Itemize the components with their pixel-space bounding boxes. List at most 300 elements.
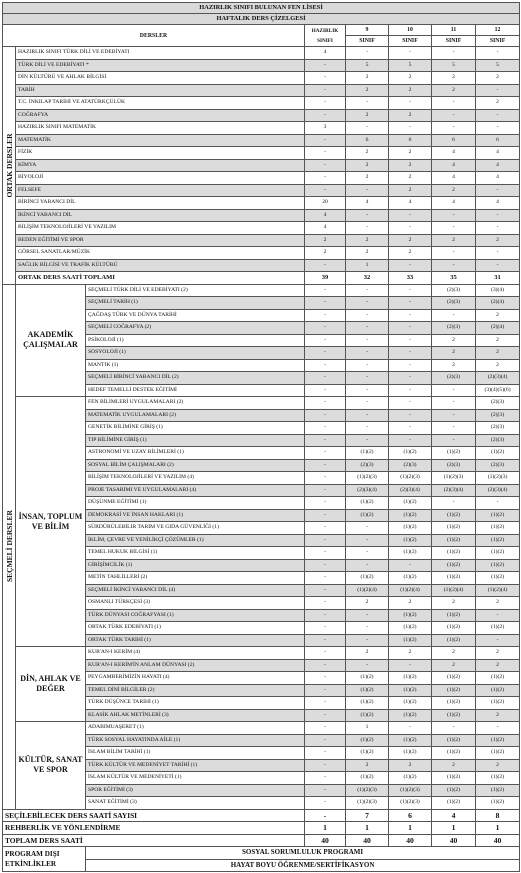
hours-cell: -: [389, 422, 432, 435]
table-row: [3, 184, 520, 197]
table-row: [3, 247, 520, 260]
hours-cell: 2: [432, 359, 476, 372]
hours-cell: -: [346, 284, 389, 297]
hours-cell: -: [305, 497, 346, 510]
course-name: MANTIK (1): [86, 359, 305, 372]
hours-cell: -: [346, 609, 389, 622]
hours-cell: (2)(3): [389, 459, 432, 472]
hours-cell: 4: [476, 172, 520, 185]
program-label: PROGRAM DIŞI ETKİNLİKLER: [3, 847, 86, 872]
hours-cell: (1)(2): [389, 572, 432, 585]
hours-cell: -: [346, 97, 389, 110]
hours-cell: 2: [432, 659, 476, 672]
school-title: HAZIRLIK SINIFI BULUNAN FEN LİSESİ: [3, 3, 520, 14]
summary-cell: 6: [389, 809, 432, 822]
hours-cell: (3)(4)(5)(6): [476, 384, 520, 397]
hours-cell: -: [432, 422, 476, 435]
course-name: FEN BİLİMLERİ UYGULAMALARI (2): [86, 397, 305, 410]
course-name: ORTAK TÜRK EDEBİYATI (1): [86, 622, 305, 635]
elective-group-label: AKADEMİK ÇALIŞMALAR: [16, 284, 86, 397]
hours-cell: -: [305, 484, 346, 497]
hours-cell: 2: [346, 109, 389, 122]
hours-cell: -: [389, 47, 432, 60]
hours-cell: -: [476, 722, 520, 735]
table-row: [3, 122, 520, 135]
hours-cell: (1)(2): [389, 747, 432, 760]
hours-cell: (1)(2): [432, 509, 476, 522]
hours-cell: 2: [346, 759, 389, 772]
hours-cell: -: [346, 547, 389, 560]
course-name: ADABIMUAŞERET (1): [86, 722, 305, 735]
course-name: SEÇMELİ İKİNCİ YABANCI DİL (4): [86, 584, 305, 597]
hours-cell: -: [305, 772, 346, 785]
summary-cell: 8: [476, 809, 520, 822]
hours-cell: (1)(2)(4): [346, 584, 389, 597]
hours-cell: (1)(2): [476, 684, 520, 697]
hours-cell: (1)(2): [432, 609, 476, 622]
hours-cell: 6: [476, 134, 520, 147]
course-name: BİYOLOJİ: [16, 172, 305, 185]
hours-cell: 4: [305, 209, 346, 222]
table-row: [3, 72, 520, 85]
summary-cell: 40: [346, 834, 389, 847]
hours-cell: -: [346, 359, 389, 372]
hours-cell: -: [305, 172, 346, 185]
hours-cell: 2: [305, 247, 346, 260]
course-name: SEÇMELİ COĞRAFYA (2): [86, 322, 305, 335]
course-name: SPOR EĞİTİMİ (3): [86, 784, 305, 797]
hours-cell: (2)(3)(4): [346, 484, 389, 497]
hours-cell: -: [305, 684, 346, 697]
hours-cell: -: [305, 134, 346, 147]
course-name: TÜRK DÜŞÜNCE TARİHİ (1): [86, 697, 305, 710]
hours-cell: 2: [389, 597, 432, 610]
hours-cell: (1)(2)(4): [432, 584, 476, 597]
hours-cell: 2: [432, 759, 476, 772]
hours-cell: -: [305, 384, 346, 397]
hours-cell: 2: [389, 84, 432, 97]
table-row: [3, 47, 520, 60]
hours-cell: (2)(3)(4): [389, 484, 432, 497]
summary-cell: 1: [346, 822, 389, 835]
table-row: [3, 97, 520, 110]
hours-cell: -: [305, 322, 346, 335]
hours-cell: -: [346, 559, 389, 572]
hours-cell: -: [389, 722, 432, 735]
hours-cell: 2: [432, 84, 476, 97]
total-cell: 31: [476, 272, 520, 285]
hours-cell: -: [389, 409, 432, 422]
common-courses-label: ORTAK DERSLER: [3, 47, 16, 285]
hours-cell: -: [432, 109, 476, 122]
hours-cell: -: [432, 97, 476, 110]
hours-cell: (1)(2): [389, 509, 432, 522]
course-name: KİMYA: [16, 159, 305, 172]
course-name: COĞRAFYA: [16, 109, 305, 122]
hours-cell: -: [305, 734, 346, 747]
course-name: KUR'AN-I KERİM'İN ANLAM DÜNYASI (2): [86, 659, 305, 672]
hours-cell: -: [305, 284, 346, 297]
hours-cell: -: [305, 434, 346, 447]
hours-cell: -: [389, 284, 432, 297]
hours-cell: (1)(2)(3): [389, 797, 432, 810]
hours-cell: -: [305, 534, 346, 547]
hours-cell: 2: [476, 334, 520, 347]
hours-cell: (1)(2): [476, 447, 520, 460]
hours-cell: (1)(2): [389, 697, 432, 710]
hours-cell: (1)(2): [389, 534, 432, 547]
summary-cell: 1: [476, 822, 520, 835]
hours-cell: (1)(2): [346, 672, 389, 685]
hours-cell: -: [305, 797, 346, 810]
hours-cell: -: [346, 222, 389, 235]
hours-cell: -: [389, 434, 432, 447]
hours-cell: 4: [476, 159, 520, 172]
hours-cell: -: [389, 322, 432, 335]
hours-cell: (1)(2): [432, 709, 476, 722]
hours-cell: 2: [389, 72, 432, 85]
course-name: SANAT EĞİTİMİ (3): [86, 797, 305, 810]
hours-cell: -: [432, 247, 476, 260]
hours-cell: 2: [389, 109, 432, 122]
table-row: [3, 172, 520, 185]
hours-cell: -: [346, 409, 389, 422]
summary-cell: 1: [432, 822, 476, 835]
summary-label: REHBERLİK VE YÖNLENDİRME: [3, 822, 305, 835]
hours-cell: -: [305, 634, 346, 647]
hours-cell: -: [476, 209, 520, 222]
summary-cell: 40: [476, 834, 520, 847]
hours-cell: 4: [305, 222, 346, 235]
hours-cell: 3: [305, 122, 346, 135]
hours-cell: (1)(2): [476, 772, 520, 785]
hours-cell: -: [389, 397, 432, 410]
program-item: HAYAT BOYU ÖĞRENME/SERTİFİKASYON: [86, 859, 520, 872]
hours-cell: (1)(2): [346, 697, 389, 710]
course-name: PSİKOLOJİ (1): [86, 334, 305, 347]
grade-unit-label: SINIF: [389, 36, 432, 47]
hours-cell: 2: [305, 234, 346, 247]
hours-cell: -: [346, 434, 389, 447]
hours-cell: 2: [476, 709, 520, 722]
hours-cell: -: [389, 209, 432, 222]
grade-9-header: 9: [346, 25, 389, 36]
hours-cell: -: [346, 184, 389, 197]
summary-label: SEÇİLEBİLECEK DERS SAATİ SAYISI: [3, 809, 305, 822]
course-name: PROJE TASARIMI VE UYGULAMALARI (4): [86, 484, 305, 497]
hours-cell: (1)(2)(3): [346, 784, 389, 797]
courses-header: DERSLER: [3, 25, 305, 47]
hours-cell: (2)(3): [432, 284, 476, 297]
hours-cell: -: [476, 122, 520, 135]
hours-cell: -: [432, 384, 476, 397]
summary-label: TOPLAM DERS SAATİ: [3, 834, 305, 847]
hours-cell: -: [305, 547, 346, 560]
summary-cell: 40: [305, 834, 346, 847]
course-name: TARİH: [16, 84, 305, 97]
course-name: HEDEF TEMELLİ DESTEK EĞİTİMİ: [86, 384, 305, 397]
summary-cell: 1: [389, 822, 432, 835]
hours-cell: -: [476, 609, 520, 622]
hours-cell: -: [389, 334, 432, 347]
hours-cell: (2)(3): [432, 297, 476, 310]
course-name: PEYGAMBERİMİZİN HAYATI (4): [86, 672, 305, 685]
hours-cell: 1: [346, 259, 389, 272]
course-name: İSLAM KÜLTÜR VE MEDENİYETİ (1): [86, 772, 305, 785]
hours-cell: (1)(2): [432, 772, 476, 785]
hours-cell: 2: [476, 359, 520, 372]
hours-cell: 2: [476, 72, 520, 85]
hours-cell: (1)(2): [432, 634, 476, 647]
hours-cell: 6: [432, 134, 476, 147]
hours-cell: (2)(4): [476, 297, 520, 310]
hours-cell: (1)(2): [389, 447, 432, 460]
hours-cell: -: [305, 447, 346, 460]
table-row: [3, 397, 520, 410]
hours-cell: 2: [346, 234, 389, 247]
hours-cell: -: [389, 659, 432, 672]
hours-cell: (1)(2): [346, 497, 389, 510]
hours-cell: -: [389, 97, 432, 110]
course-name: FİZİK: [16, 147, 305, 160]
total-cell: 39: [305, 272, 346, 285]
summary-cell: -: [305, 809, 346, 822]
hours-cell: (1)(2): [389, 734, 432, 747]
course-name: BİRİNCİ YABANCI DİL: [16, 197, 305, 210]
hours-cell: -: [432, 259, 476, 272]
hours-cell: (1)(2)(3): [476, 472, 520, 485]
hours-cell: -: [305, 184, 346, 197]
hours-cell: -: [305, 109, 346, 122]
hours-cell: -: [305, 297, 346, 310]
hours-cell: -: [305, 84, 346, 97]
hours-cell: (1)(2)(3): [346, 797, 389, 810]
course-name: BİLİŞİM TEKNOLOJİLERİ VE YAZILIM (4): [86, 472, 305, 485]
elective-group-label: KÜLTÜR, SANAT VE SPOR: [16, 722, 86, 810]
hours-cell: -: [389, 309, 432, 322]
table-row: [3, 84, 520, 97]
hours-cell: -: [305, 259, 346, 272]
hours-cell: 2: [432, 234, 476, 247]
course-name: BİLİŞİM TEKNOLOJİLERİ VE YAZILIM: [16, 222, 305, 235]
course-name: ASTRONOMİ VE UZAY BİLİMLERİ (1): [86, 447, 305, 460]
hours-cell: -: [346, 384, 389, 397]
hours-cell: -: [389, 297, 432, 310]
hours-cell: 2: [346, 247, 389, 260]
program-row: [3, 847, 520, 860]
hours-cell: (1)(2): [432, 534, 476, 547]
table-row: [3, 59, 520, 72]
course-name: GÖRSEL SANATLAR/MÜZİK: [16, 247, 305, 260]
summary-cell: 40: [432, 834, 476, 847]
hours-cell: (1)(2): [432, 622, 476, 635]
hours-cell: (1)(2): [432, 684, 476, 697]
hours-cell: (1)(2): [432, 572, 476, 585]
table-row: [3, 159, 520, 172]
course-name: BEDEN EĞİTİMİ VE SPOR: [16, 234, 305, 247]
course-name: İKLİM, ÇEVRE VE YENİLİKÇİ ÇÖZÜMLER (1): [86, 534, 305, 547]
grade-unit-label: SINIF: [432, 36, 476, 47]
hours-cell: 4: [476, 147, 520, 160]
hours-cell: -: [305, 747, 346, 760]
hours-cell: (1)(2): [432, 522, 476, 535]
hours-cell: (1)(2)(3): [389, 472, 432, 485]
hours-cell: -: [476, 184, 520, 197]
hours-cell: -: [305, 397, 346, 410]
course-name: HAZIRLIK SINIFI TÜRK DİLİ VE EDEBİYATI: [16, 47, 305, 60]
hours-cell: (1)(2): [432, 672, 476, 685]
hours-cell: (1)(2): [476, 534, 520, 547]
total-cell: 33: [389, 272, 432, 285]
hours-cell: (1)(2): [476, 547, 520, 560]
hours-cell: (1)(2): [389, 497, 432, 510]
hours-cell: -: [305, 422, 346, 435]
hours-cell: 2: [346, 159, 389, 172]
elective-courses-label: SEÇMELİ DERSLER: [3, 284, 16, 809]
hours-cell: -: [305, 347, 346, 360]
hours-cell: 2: [432, 334, 476, 347]
hours-cell: 2: [389, 172, 432, 185]
course-name: OSMANLI TÜRKÇESİ (3): [86, 597, 305, 610]
course-name: İKİNCİ YABANCI DİL: [16, 209, 305, 222]
table-row: [3, 147, 520, 160]
hours-cell: -: [476, 247, 520, 260]
table-row: [3, 222, 520, 235]
hours-cell: (1)(2): [476, 697, 520, 710]
course-name: SEÇMELİ TÜRK DİLİ VE EDEBİYATI (2): [86, 284, 305, 297]
hours-cell: (2)(3): [476, 409, 520, 422]
hours-cell: 6: [389, 134, 432, 147]
hours-cell: 2: [432, 597, 476, 610]
hours-cell: -: [432, 309, 476, 322]
course-name: SAĞLIK BİLGİSİ VE TRAFİK KÜLTÜRÜ: [16, 259, 305, 272]
hours-cell: (1)(2): [389, 684, 432, 697]
program-item: SOSYAL SORUMLULUK PROGRAMI: [86, 847, 520, 860]
common-total-label: ORTAK DERS SAATİ TOPLAMI: [16, 272, 305, 285]
course-name: ÇAĞDAŞ TÜRK VE DÜNYA TARİHİ: [86, 309, 305, 322]
hours-cell: 2: [346, 72, 389, 85]
hours-cell: -: [305, 784, 346, 797]
hours-cell: -: [305, 359, 346, 372]
hours-cell: -: [476, 47, 520, 60]
hours-cell: -: [476, 84, 520, 97]
course-name: TEMEL DİNİ BİLGİLER (2): [86, 684, 305, 697]
hours-cell: (1)(2): [346, 572, 389, 585]
hours-cell: -: [305, 572, 346, 585]
total-cell: 35: [432, 272, 476, 285]
hours-cell: 2: [346, 147, 389, 160]
hours-cell: -: [389, 222, 432, 235]
summary-cell: 40: [389, 834, 432, 847]
hours-cell: 2: [432, 72, 476, 85]
hours-cell: -: [346, 397, 389, 410]
hours-cell: -: [432, 497, 476, 510]
hours-cell: -: [346, 209, 389, 222]
hours-cell: 5: [432, 59, 476, 72]
table-row: [3, 197, 520, 210]
hours-cell: -: [305, 609, 346, 622]
hours-cell: -: [305, 72, 346, 85]
hours-cell: (1)(2): [476, 797, 520, 810]
summary-row: [3, 809, 520, 822]
hours-cell: 4: [389, 197, 432, 210]
hours-cell: -: [432, 47, 476, 60]
hours-cell: -: [305, 159, 346, 172]
hours-cell: 2: [476, 97, 520, 110]
summary-row: [3, 822, 520, 835]
summary-cell: 7: [346, 809, 389, 822]
hours-cell: 2: [389, 159, 432, 172]
hours-cell: (1)(2): [432, 559, 476, 572]
hours-cell: -: [432, 222, 476, 235]
hours-cell: -: [305, 334, 346, 347]
course-name: KLASİK AHLAK METİNLERİ (3): [86, 709, 305, 722]
hours-cell: (1)(2): [346, 747, 389, 760]
grade-11-header: 11: [432, 25, 476, 36]
hours-cell: (1)(2): [346, 447, 389, 460]
hours-cell: 2: [476, 647, 520, 660]
prep-header: HAZIRLIK SINIFI: [305, 25, 346, 47]
table-row: [3, 647, 520, 660]
hours-cell: (1)(2): [432, 447, 476, 460]
hours-cell: (1)(2): [432, 697, 476, 710]
course-name: TÜRK SOSYAL HAYATINDA AİLE (1): [86, 734, 305, 747]
grade-unit-label: SINIF: [346, 36, 389, 47]
hours-cell: 2: [476, 234, 520, 247]
hours-cell: 2: [476, 659, 520, 672]
course-name: TIP BİLİMİNE GİRİŞ (1): [86, 434, 305, 447]
common-total-row: [3, 272, 520, 285]
hours-cell: 2: [476, 347, 520, 360]
hours-cell: (1)(2): [476, 784, 520, 797]
course-name: GİRİŞİMCİLİK (1): [86, 559, 305, 572]
hours-cell: -: [305, 697, 346, 710]
hours-cell: 20: [305, 197, 346, 210]
hours-cell: -: [346, 422, 389, 435]
hours-cell: -: [305, 409, 346, 422]
hours-cell: (1)(2): [432, 784, 476, 797]
course-name: MATEMATİK: [16, 134, 305, 147]
hours-cell: -: [432, 409, 476, 422]
table-row: [3, 109, 520, 122]
hours-cell: (2)(3): [476, 422, 520, 435]
hours-cell: (2)(3): [476, 459, 520, 472]
schedule-table: [2, 2, 520, 872]
hours-cell: (1)(2): [476, 572, 520, 585]
hours-cell: -: [476, 634, 520, 647]
course-name: SOSYOLOJİ (1): [86, 347, 305, 360]
course-name: MATEMATİK UYGULAMALARI (2): [86, 409, 305, 422]
hours-cell: (1)(2): [346, 509, 389, 522]
hours-cell: -: [305, 59, 346, 72]
hours-cell: (1)(2): [389, 609, 432, 622]
hours-cell: (2)(3): [476, 434, 520, 447]
table-row: [3, 134, 520, 147]
table-row: [3, 722, 520, 735]
hours-cell: -: [305, 659, 346, 672]
hours-cell: (2)(3): [432, 372, 476, 385]
hours-cell: (1)(2)(3): [389, 784, 432, 797]
hours-cell: (1)(2): [476, 522, 520, 535]
hours-cell: (2)(4): [476, 322, 520, 335]
hours-cell: 5: [476, 59, 520, 72]
hours-cell: -: [305, 597, 346, 610]
hours-cell: -: [432, 397, 476, 410]
hours-cell: -: [305, 372, 346, 385]
hours-cell: -: [476, 259, 520, 272]
hours-cell: 4: [432, 147, 476, 160]
hours-cell: -: [389, 359, 432, 372]
